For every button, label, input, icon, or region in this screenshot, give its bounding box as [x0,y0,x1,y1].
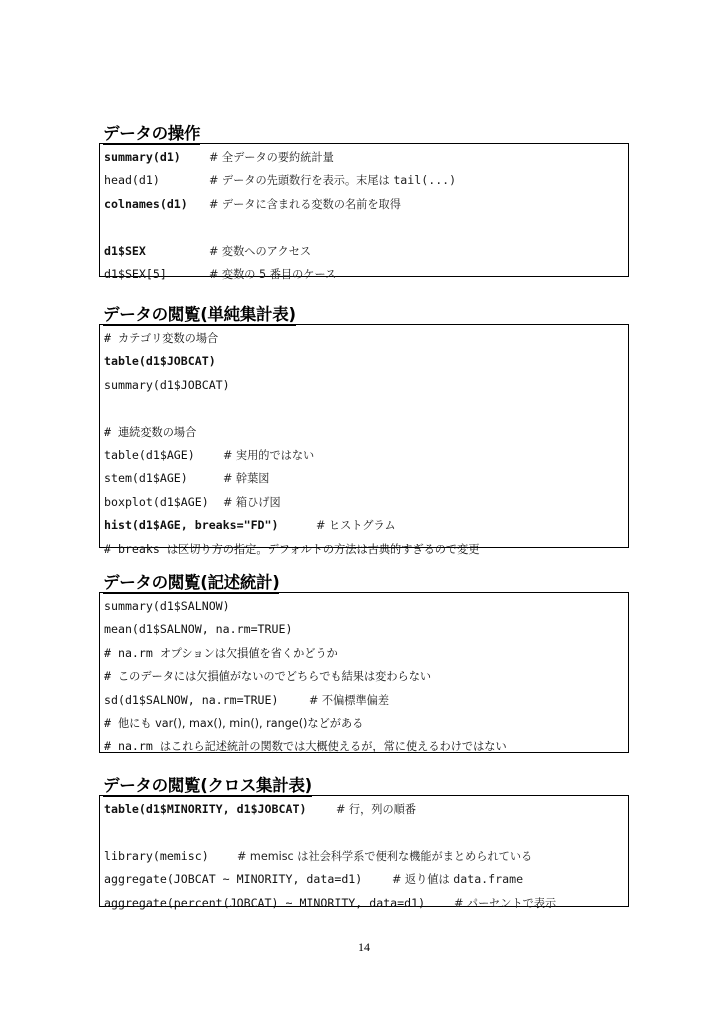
code-line: stem(d1$AGE) # 幹葉図 [104,471,270,486]
code-line: summary(d1$SALNOW) [104,599,230,613]
code-box-data-ops [99,143,629,281]
blank-line [104,216,628,239]
code-box-cross-table [99,795,629,910]
comment-line: # 他にも var(), max(), min(), range()などがある [104,715,364,730]
code-box-frequency-table [99,324,629,556]
code-line: mean(d1$SALNOW, na.rm=TRUE) [104,622,293,637]
blank-line [104,397,628,420]
code-line: library(memisc) # memisc は社会科学系で便利な機能がまとめられている [104,848,533,863]
page-number: 14 [358,940,370,954]
comment-line: # na.rm オプションは欠損値を省くかどうか [104,645,338,660]
blank-line [104,821,628,844]
code-line: table(d1$AGE) # 実用的ではない [104,447,315,462]
code-line: head(d1) # データの先頭数行を表示。末尾は tail(...) [104,173,457,188]
code-line: summary(d1) # 全データの要約統計量 [104,150,334,164]
code-box-descriptive-stats [99,592,629,753]
code-line: aggregate(JOBCAT ~ MINORITY, data=d1) # 返り値は data.frame [104,872,524,887]
section-heading-data-ops: データの操作 [103,124,201,143]
code-line: d1$SEX # 変数へのアクセス [104,243,312,258]
section-heading-frequency-table: データの閲覧(単純集計表) [103,305,296,324]
code-line: table(d1$JOBCAT) [104,354,216,369]
code-line: colnames(d1) # データに含まれる変数の名前を取得 [104,196,401,211]
comment-line: # na.rm はこれら記述統計の関数では大概使えるが，常に使えるわけではない [104,739,507,754]
code-line: d1$SEX[5] # 変数の 5 番目のケース [104,266,337,281]
code-line: table(d1$MINORITY, d1$JOBCAT) # 行，列の順番 [104,802,417,816]
section-heading-descriptive-stats: データの閲覧(記述統計) [103,573,280,592]
comment-line: # breaks は区切り方の指定。デフォルトの方法は古典的すぎるので変更 [104,541,480,556]
section-heading-cross-table: データの閲覧(クロス集計表) [103,776,312,795]
code-line: aggregate(percent(JOBCAT) ~ MINORITY, data=d1) # パーセントで表示 [104,895,557,910]
code-line: hist(d1$AGE, breaks="FD") # ヒストグラム [104,518,396,533]
comment-line: # このデータには欠損値がないのでどちらでも結果は変わらない [104,669,432,684]
code-line: summary(d1$JOBCAT) [104,377,230,392]
comment-line: # 連続変数の場合 [104,424,197,439]
comment-line: # カテゴリ変数の場合 [104,331,219,345]
code-line: sd(d1$SALNOW, na.rm=TRUE) # 不偏標準偏差 [104,692,390,707]
code-line: boxplot(d1$AGE) # 箱ひげ図 [104,494,281,509]
